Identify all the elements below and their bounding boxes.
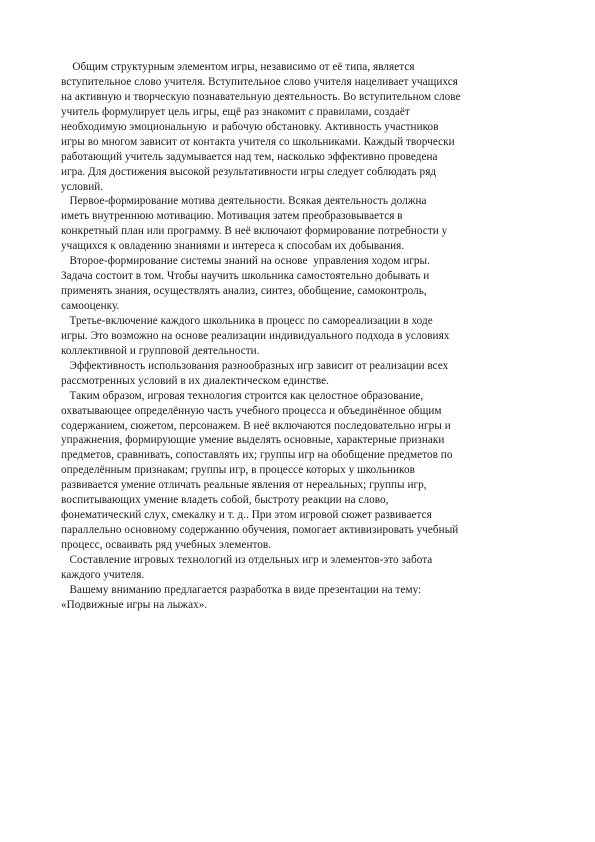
text-line: фонематический слух, смекалку и т. д.. При этом игровой сюжет развивается bbox=[61, 509, 432, 522]
text-line: работающий учитель задумывается над тем, насколько эффективно проведена bbox=[61, 150, 438, 163]
text-line: параллельно основному содержанию обучения, помогает активизировать учебный bbox=[61, 524, 459, 537]
text-line: коллективной и групповой деятельности. bbox=[61, 344, 260, 357]
text-line: Эффективность использования разнообразных игр зависит от реализации всех bbox=[61, 359, 449, 372]
text-line: Вашему вниманию предлагается разработка в виде презентации на тему: bbox=[61, 583, 422, 596]
text-line: учитель формулирует цель игры, ещё раз знакомит с правилами, создаёт bbox=[61, 105, 410, 118]
text-line: Общим структурным элементом игры, независимо от её типа, является bbox=[61, 61, 415, 73]
text-line: воспитывающих умение владеть собой, быстроту реакции на слово, bbox=[61, 494, 389, 507]
text-line: на активную и творческую познавательную деятельность. Во вступительном слове bbox=[61, 90, 461, 103]
text-line: игры во многом зависит от контакта учителя со школьниками. Каждый творчески bbox=[61, 135, 455, 148]
text-line: охватывающее определённую часть учебного процесса и объединённое общим bbox=[61, 404, 442, 417]
text-line: вступительное слово учителя. Вступительное слово учителя нацеливает учащихся bbox=[61, 75, 458, 88]
text-line: каждого учителя. bbox=[61, 568, 145, 581]
text-line: развивается умение отличать реальные явления от нереальных; группы игр, bbox=[61, 479, 427, 492]
text-line: учащихся к овладению знаниями и интереса к способам их добывания. bbox=[61, 240, 405, 253]
text-line: иметь внутреннюю мотивацию. Мотивация затем преобразовывается в bbox=[61, 210, 403, 223]
text-line: конкретный план или программу. В неё включают формирование потребности у bbox=[61, 225, 448, 238]
text-line: упражнения, формирующие умение выделять основные, характерные признаки bbox=[61, 434, 445, 447]
text-line: условий. bbox=[61, 180, 104, 193]
text-line: Первое-формирование мотива деятельности. Всякая деятельность должна bbox=[61, 195, 427, 208]
text-line: содержанием, сюжетом, персонажем. В неё включаются последовательно игры и bbox=[61, 419, 451, 432]
text-line: определённым признакам; группы игр, в процессе которых у школьников bbox=[61, 464, 415, 477]
text-line: Задача состоит в том. Чтобы научить школьника самостоятельно добывать и bbox=[61, 270, 430, 283]
text-line: Составление игровых технологий из отдельных игр и элементов-это забота bbox=[61, 553, 433, 566]
text-line: Таким образом, игровая технология строится как целостное образование, bbox=[61, 389, 424, 402]
text-line: Третье-включение каждого школьника в процесс по самореализации в ходе bbox=[61, 314, 433, 327]
text-line: предметов, сравнивать, сопоставлять их; группы игр на обобщение предметов по bbox=[61, 449, 453, 462]
text-line: применять знания, осуществлять анализ, синтез, обобщение, самоконтроль, bbox=[61, 285, 427, 298]
text-line: самооценку. bbox=[61, 300, 120, 312]
text-line: игра. Для достижения высокой результативности игры следует соблюдать ряд bbox=[61, 165, 437, 178]
text-line: игры. Это возможно на основе реализации индивидуального подхода в условиях bbox=[61, 329, 450, 342]
text-line: процесс, осваивать ряд учебных элементов. bbox=[61, 539, 272, 551]
text-line: рассмотренных условий в их диалектическом единстве. bbox=[61, 374, 330, 387]
text-line: «Подвижные игры на лыжах». bbox=[61, 598, 208, 611]
text-line: Второе-формирование системы знаний на основе управления ходом игры. bbox=[61, 255, 430, 268]
document-page bbox=[61, 60, 537, 613]
text-line: необходимую эмоциональную и рабочую обстановку. Активность участников bbox=[61, 120, 439, 133]
